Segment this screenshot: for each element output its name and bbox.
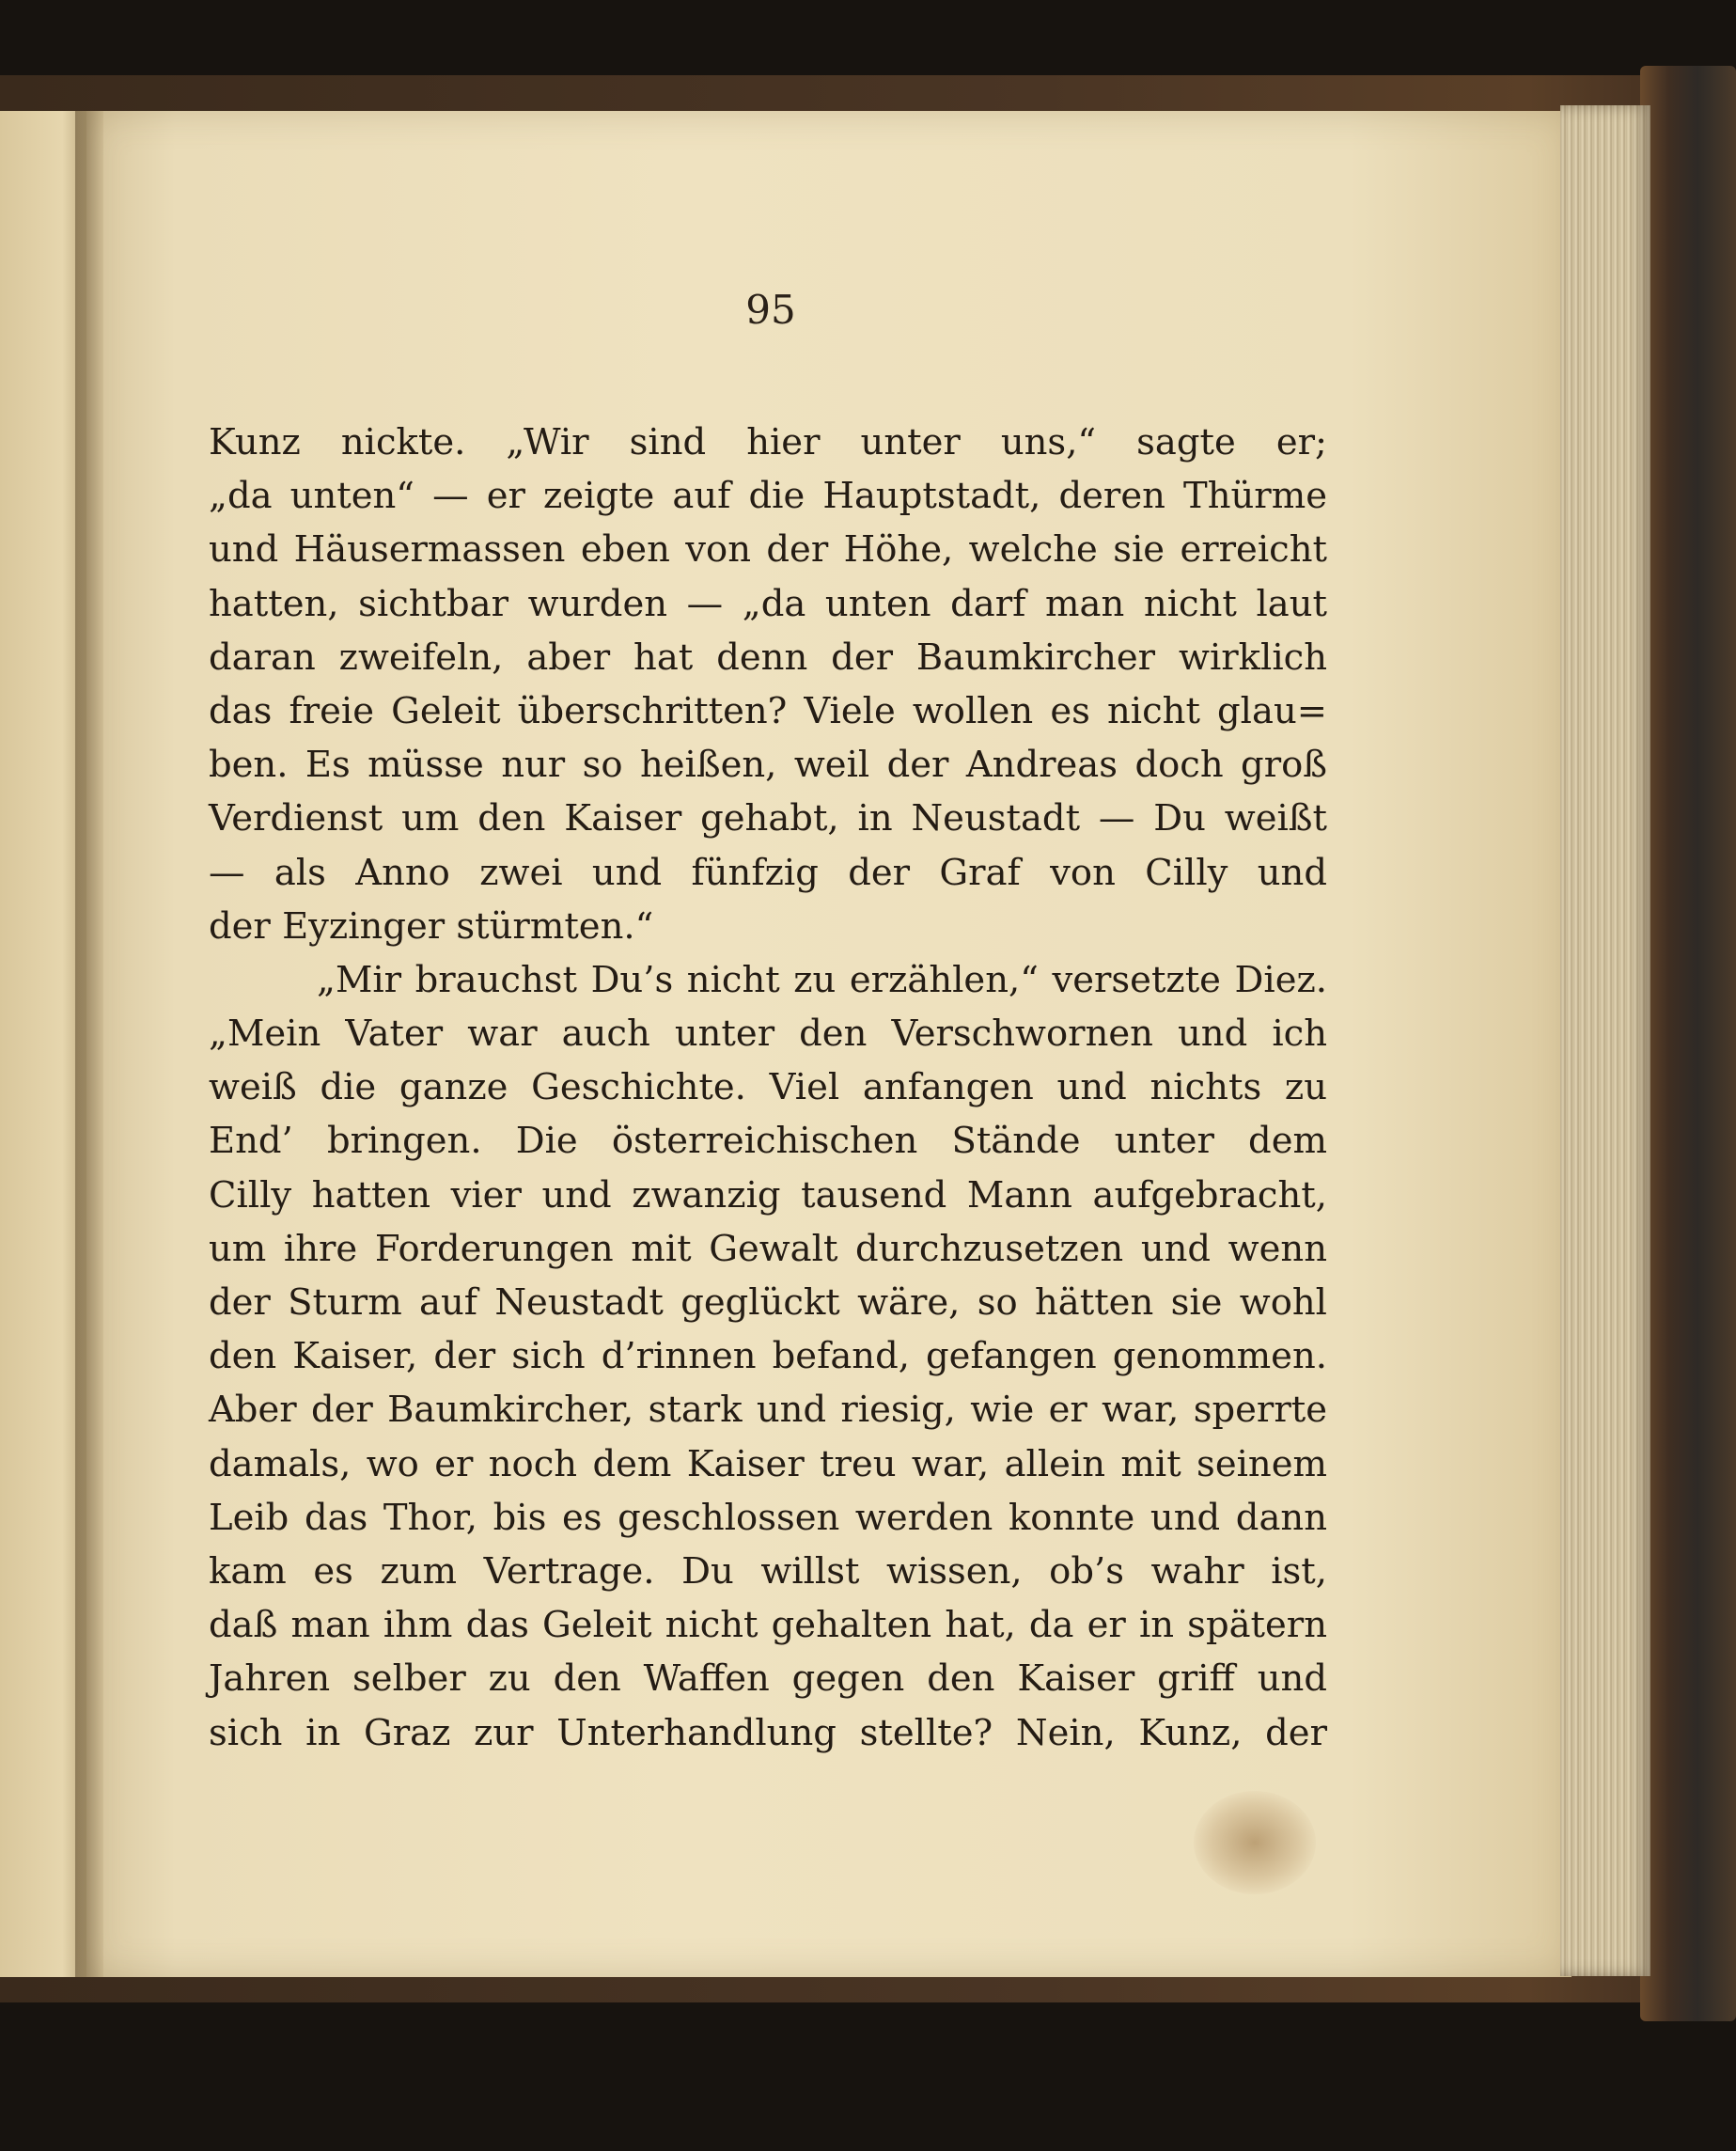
text-line: den Kaiser, der sich d’rinnen befand, gefangen genommen. [209,1335,1327,1378]
book-spine-edge [1640,66,1736,2021]
text-line: Kunz nickte. „Wir sind hier unter uns,“ sagte er; [209,421,1327,463]
text-line: der Sturm auf Neustadt geglückt wäre, so hätten sie wohl [209,1281,1327,1324]
text-line: End’ bringen. Die österreichischen Stände unter dem [209,1120,1327,1163]
text-line: kam es zum Vertrage. Du willst wissen, ob’s wahr ist, [209,1549,1327,1593]
text-line: das freie Geleit überschritten? Viele wollen es nicht glau= [209,689,1327,732]
text-line: daß man ihm das Geleit nicht gehalten hat, da er in spätern [209,1604,1327,1647]
text-line: Verdienst um den Kaiser gehabt, in Neustadt — Du weißt [209,797,1327,840]
text-line: Leib das Thor, bis es geschlossen werden konnte und dann [209,1496,1327,1539]
text-line: Jahren selber zu den Waffen gegen den Kaiser griff und [209,1657,1327,1701]
page-number: 95 [745,287,796,333]
page-body-text [209,416,1327,1760]
text-line: sich in Graz zur Unterhandlung stellte? Nein, Kunz, der [209,1711,1327,1754]
page-gutter [75,111,103,1977]
text-line: „Mein Vater war auch unter den Verschwornen und ich [209,1013,1327,1056]
text-line: der Eyzinger stürmten.“ [209,904,654,948]
text-line: „Mir brauchst Du’s nicht zu erzählen,“ versetzte Diez. [317,958,1327,1001]
text-line: um ihre Forderungen mit Gewalt durchzusetzen und wenn [209,1227,1327,1270]
text-line: „da unten“ — er zeigte auf die Hauptstadt, deren Thürme [209,475,1327,518]
text-line: Aber der Baumkircher, stark und riesig, wie er war, sperrte [209,1389,1327,1432]
text-line: Cilly hatten vier und zwanzig tausend Mann aufgebracht, [209,1173,1327,1217]
page-edges [1560,105,1650,1976]
text-line: und Häusermassen eben von der Höhe, welche sie erreicht [209,528,1327,572]
text-line: damals, wo er noch dem Kaiser treu war, allein mit seinem [209,1442,1327,1485]
text-line: daran zweifeln, aber hat denn der Baumkircher wirklich [209,636,1327,679]
text-line: weiß die ganze Geschichte. Viel anfangen und nichts zu [209,1066,1327,1109]
text-line: — als Anno zwei und fünfzig der Graf von Cilly und [209,851,1327,894]
text-line: hatten, sichtbar wurden — „da unten darf man nicht laut [209,582,1327,625]
paper-stain [1194,1791,1316,1894]
text-line: ben. Es müsse nur so heißen, weil der Andreas doch groß [209,744,1327,787]
